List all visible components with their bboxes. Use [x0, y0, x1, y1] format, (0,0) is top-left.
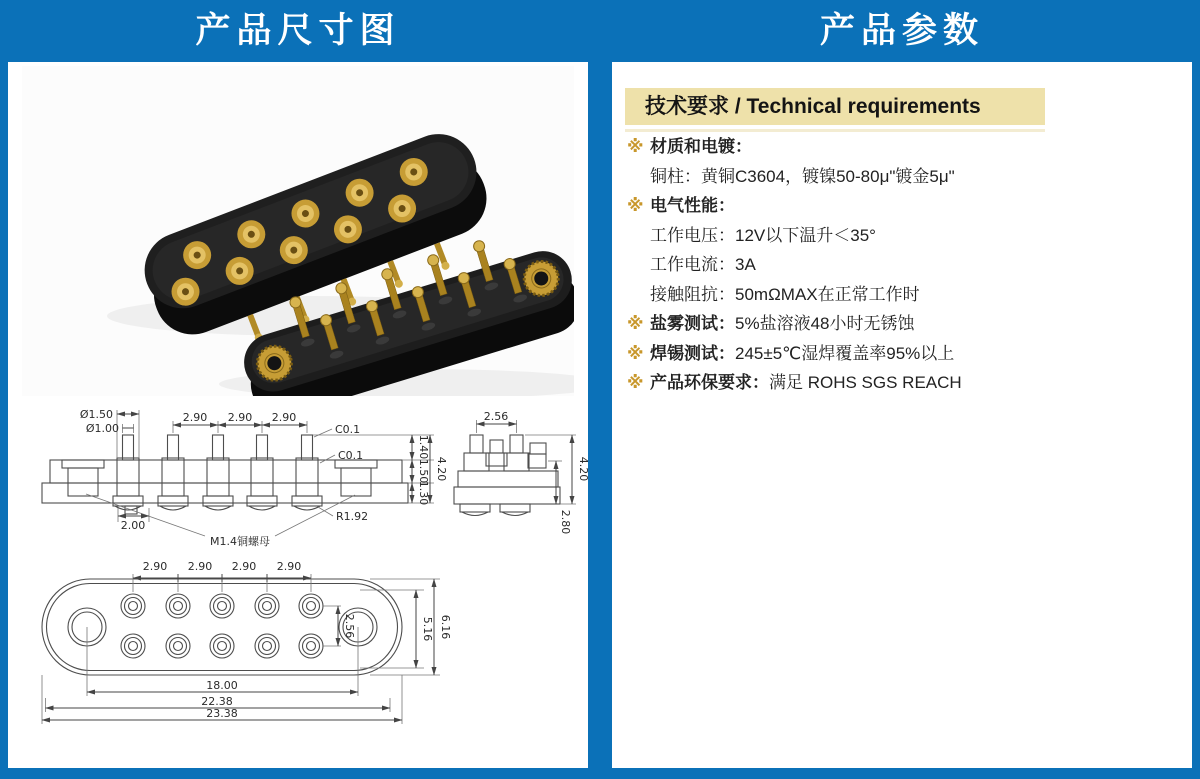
- dim-label: 2.90: [227, 411, 253, 424]
- spec-value: 满足 ROHS SGS REACH: [769, 373, 962, 392]
- tech-requirements-title: 技术要求 / Technical requirements: [625, 88, 1045, 125]
- nut-label: M1.4铜螺母: [210, 535, 270, 548]
- spec-value: 铜柱：黄铜C3604，镀镍50-80μ"镀金5μ": [650, 166, 955, 186]
- right-panel-title: 产品参数: [819, 11, 984, 50]
- dim-label: 4.20: [577, 456, 590, 482]
- dim-label: Ø1.50: [79, 408, 113, 421]
- spec-row-soldering: [627, 339, 1187, 369]
- spec-value: 5%盐溶液48小时无锈蚀: [735, 314, 915, 333]
- bottom-view-dimension-lines: [42, 574, 434, 720]
- dim-label: 1.50: [417, 458, 430, 484]
- spec-label: 焊锡测试：: [650, 343, 735, 363]
- dim-label: 22.38: [201, 695, 233, 708]
- dim-label: 2.56: [483, 410, 509, 423]
- dim-label: 5.16: [421, 616, 434, 642]
- side-view-drawing: [30, 398, 455, 556]
- end-view-extension-lines: [477, 420, 577, 504]
- dim-label: 2.90: [142, 560, 168, 573]
- spec-label: 电气性能：: [650, 196, 735, 215]
- spec-label: 材质和电镀：: [650, 137, 752, 156]
- dim-label: 1.30: [417, 480, 430, 506]
- spec-list: [627, 132, 1187, 398]
- dim-label: 1.40: [417, 434, 430, 460]
- spec-row-salt-spray: [627, 309, 1187, 339]
- side-view-extension-lines: [86, 410, 434, 536]
- dim-label: 2.90: [182, 411, 208, 424]
- spec-row-current: [627, 250, 1187, 280]
- side-view-geometry: [42, 435, 408, 514]
- bullet-icon: ※: [627, 196, 644, 215]
- left-panel-title: 产品尺寸图: [195, 11, 401, 50]
- spec-value: 接触阻抗：50mΩMAX在正常工作时: [650, 284, 920, 304]
- dim-label: 4.20: [435, 456, 448, 482]
- dim-label: 2.90: [271, 411, 297, 424]
- end-view-labels: [484, 410, 590, 534]
- bullet-icon: ※: [627, 314, 644, 333]
- dim-label: 2.56: [343, 613, 356, 639]
- product-photo: [22, 66, 574, 396]
- spec-row-voltage: [627, 221, 1187, 251]
- bullet-icon: ※: [627, 373, 644, 392]
- dim-label: 2.90: [276, 560, 302, 573]
- end-view-dimension-lines: [477, 424, 573, 504]
- spec-row-environmental: [627, 368, 1187, 398]
- bottom-view-extension-lines: [42, 574, 440, 724]
- spec-row-electrical: [627, 191, 1187, 221]
- spec-value: 工作电流：3A: [650, 255, 756, 274]
- bottom-view-drawing: [30, 556, 460, 734]
- dim-label: Ø1.00: [85, 422, 119, 435]
- dim-label: 6.16: [439, 614, 452, 640]
- spec-row-resistance: [627, 280, 1187, 310]
- end-view-drawing: [452, 398, 590, 556]
- params-panel: [612, 62, 1192, 768]
- dim-label: 2.90: [231, 560, 257, 573]
- dim-label: 2.90: [187, 560, 213, 573]
- spec-row-material-detail: [627, 162, 1187, 192]
- dim-label: C0.1: [338, 449, 364, 462]
- dimension-panel: [8, 62, 588, 768]
- spec-value: 工作电压：12V以下温升＜35°: [650, 225, 876, 245]
- bullet-icon: ※: [627, 343, 644, 363]
- bullet-icon: ※: [627, 137, 644, 156]
- dim-label: 18.00: [206, 679, 238, 692]
- dim-label: R1.92: [336, 510, 369, 523]
- side-view-labels: [80, 408, 448, 548]
- dim-label: 23.38: [206, 707, 238, 720]
- spec-row-material: [627, 132, 1187, 162]
- end-view-geometry: [454, 435, 560, 516]
- spec-label: 产品环保要求：: [650, 373, 769, 392]
- dim-label: 2.80: [559, 509, 572, 535]
- dim-label: 2.00: [120, 519, 146, 532]
- spec-value: 245±5℃湿焊覆盖率95%以上: [735, 343, 955, 363]
- dim-label: C0.1: [335, 423, 361, 436]
- spec-label: 盐雾测试：: [650, 314, 735, 333]
